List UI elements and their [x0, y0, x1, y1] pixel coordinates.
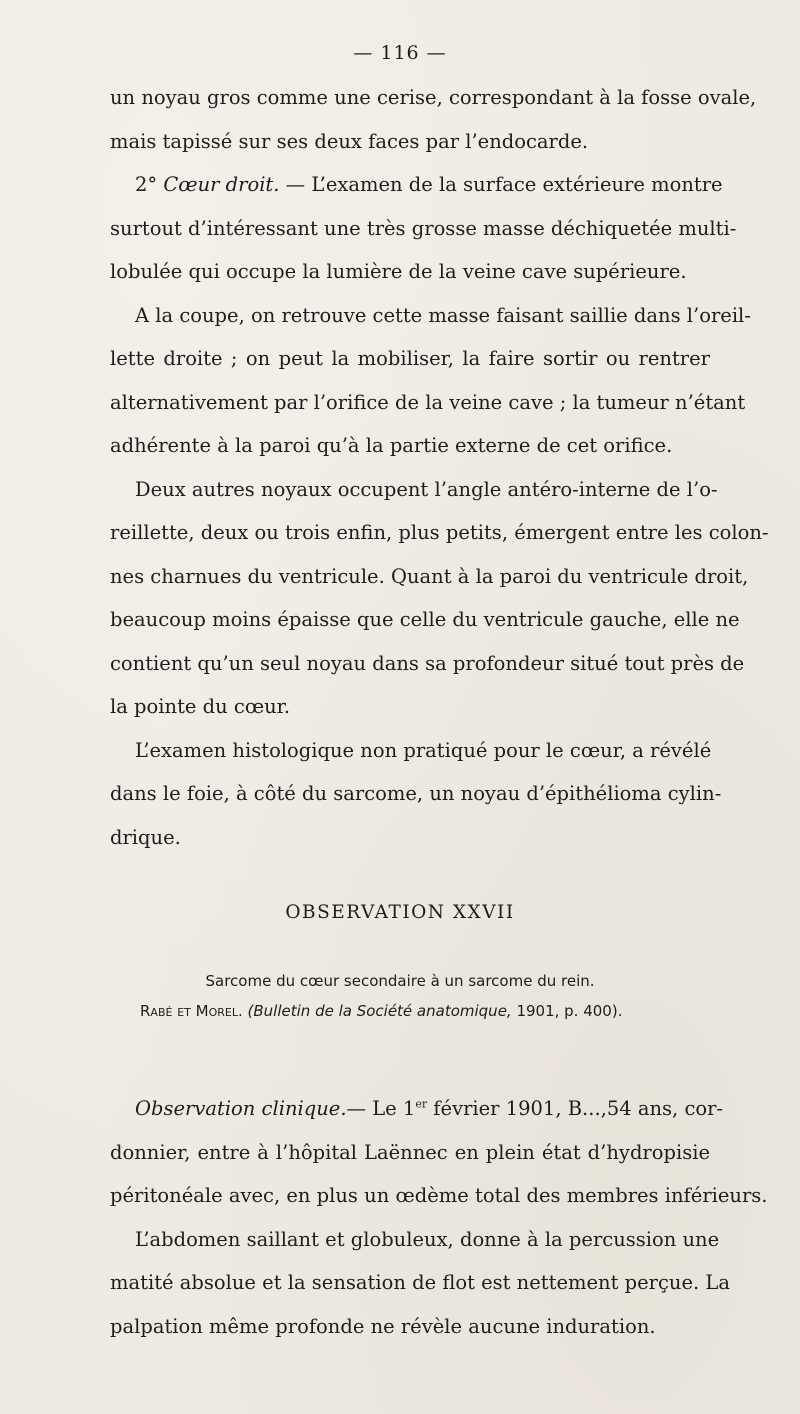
text-line: drique. — [110, 825, 181, 849]
text-line: reillette, deux ou trois enfin, plus petits, émergent entre les colon- — [110, 521, 769, 544]
text-line: nes charnues du ventricule. Quant à la paroi du ventricule droit, — [110, 564, 749, 588]
text-line: A la coupe, on retrouve cette masse faisant saillie dans l’oreil- — [135, 303, 751, 327]
text-line: L’examen histologique non pratiqué pour le cœur, a révélé — [135, 738, 712, 762]
observation-heading: OBSERVATION XXVII — [285, 902, 515, 923]
clinique-line — [110, 1087, 724, 1131]
text-line: lobulée qui occupe la lumière de la veine cave supérieure. — [110, 260, 687, 283]
text-line: donnier, entre à l’hôpital Laënnec en plein état d’hydropisie — [110, 1140, 710, 1164]
clinique-text-after: février 1901, B...,54 ans, cor- — [427, 1097, 724, 1120]
text-line: L’abdomen saillant et globuleux, donne à la percussion une — [135, 1227, 720, 1251]
citation-authors: Rabé et Morel. — [140, 1002, 243, 1020]
text-line: palpation même profonde ne révèle aucune induration. — [110, 1314, 656, 1338]
text-line: mais tapissé sur ses deux faces par l’endocarde. — [110, 129, 589, 153]
coeur-droit-line — [110, 163, 723, 207]
body-text-upper — [110, 76, 769, 859]
clinique-title: Observation clinique. — [135, 1097, 347, 1120]
citation-ref: 1901, p. 400). — [511, 1002, 623, 1020]
citation-source: (Bulletin de la Société anatomique, — [247, 1002, 512, 1020]
body-text-lower — [110, 1087, 768, 1348]
text-line: alternativement par l’orifice de la veine cave ; la tumeur n’étant — [110, 390, 746, 414]
section-number: 2° — [135, 173, 158, 196]
text-line: matité absolue et la sensation de flot est nettement perçue. La — [110, 1271, 730, 1294]
text-line: contient qu’un seul noyau dans sa profondeur situé tout près de — [110, 651, 745, 675]
text-line: la pointe du cœur. — [110, 695, 291, 718]
text-line: lette droite ; on peut la mobiliser, la faire sortir ou rentrer — [110, 347, 710, 370]
text-line: beaucoup moins épaisse que celle du ventricule gauche, elle ne — [110, 608, 740, 631]
section-text: — L’examen de la surface extérieure montre — [279, 173, 723, 196]
text-line: Deux autres noyaux occupent l’angle antéro-interne de l’o- — [135, 477, 718, 501]
text-line: surtout d’intéressant une très grosse masse déchiquetée multi- — [110, 216, 737, 240]
clinique-sup: er — [415, 1097, 428, 1111]
text-line: adhérente à la paroi qu’à la partie externe de cet orifice. — [110, 434, 673, 457]
observation-citation — [140, 1002, 720, 1020]
page-number: — 116 — — [353, 42, 447, 64]
section-title: Cœur droit. — [163, 173, 280, 196]
text-line: un noyau gros comme une cerise, correspondant à la fosse ovale, — [110, 86, 757, 109]
text-line: dans le foie, à côté du sarcome, un noyau d’épithélioma cylin- — [110, 782, 722, 805]
observation-subtitle: Sarcome du cœur secondaire à un sarcome du rein. — [205, 972, 595, 990]
text-line: péritonéale avec, en plus un œdème total des membres inférieurs. — [110, 1184, 768, 1207]
clinique-text: — Le 1 — [346, 1097, 416, 1120]
